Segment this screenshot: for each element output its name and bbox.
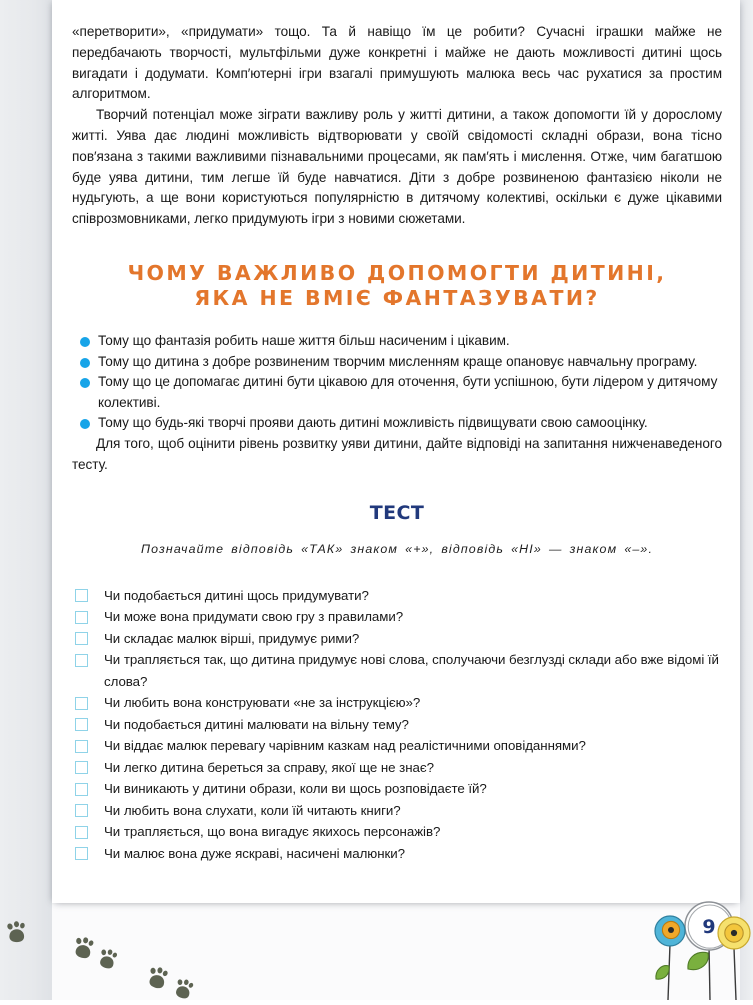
- question-text: Чи трапляється так, що дитина придумує нові слова, сполучаючи безглузді склади або вже відомі їй слова?: [104, 652, 719, 689]
- list-item: [72, 372, 722, 413]
- question-text: Чи любить вона слухати, коли їй читають книги?: [104, 802, 401, 818]
- list-item: [73, 585, 722, 607]
- checkbox[interactable]: [75, 654, 88, 667]
- section-heading-line-2: ЯКА НЕ ВМІЄ ФАНТАЗУВАТИ?: [194, 285, 600, 310]
- question-text: Чи складає малюк вірші, придумує рими?: [104, 630, 360, 646]
- checkbox[interactable]: [75, 847, 88, 860]
- paragraph-after-list: Для того, щоб оцінити рівень розвитку уяви дитини, дайте відповіді на запитання нижченаведеного тесту.: [72, 435, 722, 472]
- list-item: [73, 843, 722, 865]
- list-item: [73, 821, 722, 843]
- question-text: Чи віддає малюк перевагу чарівним казкам над реалістичними оповіданнями?: [104, 738, 586, 754]
- stem: [709, 946, 710, 1000]
- leaf-icon: [656, 966, 669, 980]
- section-heading-line-1: ЧОМУ ВАЖЛИВО ДОПОМОГТИ ДИТИНІ,: [127, 260, 667, 285]
- question-text: Чи малює вона дуже яскраві, насичені малюнки?: [104, 845, 406, 861]
- list-item: [73, 606, 722, 628]
- flowers-svg: [630, 900, 753, 1000]
- leaf-icon: [688, 952, 708, 969]
- paragraph-2: Творчий потенціал може зіграти важливу роль у житті дитини, а також допомогти їй у дорослому житті. Уява дає людині можливість відтворювати у своїй свідомості складні образи, вона тісно пов′язана з такими важливими пізнавальними процесами, як пам′ять і мислення. Отже, чим багатшою буде уява дитини, тим легше їй буде навчатися. Діти з добре розвиненою фантазією ніколи не нудьгують, а ще вони користуються популярністю в дитячому колективі, оскільки є дуже цікавими співрозмовниками, легко придумують ігри з новими сюжетами.: [72, 107, 722, 227]
- question-text: Чи виникають у дитини образи, коли ви щось розповідаєте їй?: [104, 781, 487, 797]
- bullet-text: Тому що це допомагає дитині бути цікавою для оточення, бути успішною, бути лідером у дитячому колективі.: [98, 374, 718, 410]
- list-item: [72, 331, 722, 352]
- list-item: [73, 714, 722, 736]
- checkbox[interactable]: [75, 697, 88, 710]
- question-text: Чи трапляється, що вона вигадує якихось персонажів?: [104, 824, 441, 840]
- stem: [734, 948, 736, 1000]
- list-item: [73, 735, 722, 757]
- page-number: 9: [702, 916, 716, 938]
- checkbox[interactable]: [75, 589, 88, 602]
- question-text: Чи може вона придумати свою гру з правилами?: [104, 609, 404, 625]
- reasons-bullet-list: [72, 331, 722, 434]
- test-instruction: Позначайте відповідь «ТАК» знаком «+», відповідь «НІ» — знаком «–».: [140, 541, 654, 556]
- list-item: [72, 352, 722, 373]
- list-item: [73, 778, 722, 800]
- list-item: [72, 413, 722, 434]
- test-title: ТЕСТ: [369, 501, 425, 524]
- flower-yellow-icon: [718, 917, 750, 949]
- page-decoration: [630, 900, 753, 1000]
- checkbox[interactable]: [75, 826, 88, 839]
- section-heading: [72, 261, 722, 311]
- checkbox[interactable]: [75, 611, 88, 624]
- checkbox[interactable]: [75, 761, 88, 774]
- page-content: [52, 0, 740, 903]
- checkbox[interactable]: [75, 783, 88, 796]
- question-text: Чи подобається дитині щось придумувати?: [104, 587, 369, 603]
- checkbox[interactable]: [75, 632, 88, 645]
- bullet-text: Тому що будь-які творчі прояви дають дитині можливість підвищувати свою самооцінку.: [98, 415, 648, 431]
- question-text: Чи легко дитина береться за справу, якої ще не знає?: [104, 759, 434, 775]
- checkbox[interactable]: [75, 804, 88, 817]
- list-item: [73, 628, 722, 650]
- bullet-text: Тому що фантазія робить наше життя більш насиченим і цікавим.: [98, 332, 510, 348]
- question-text: Чи подобається дитині малювати на вільну тему?: [104, 716, 409, 732]
- list-item: [73, 800, 722, 822]
- paragraph-1: «перетворити», «придумати» тощо. Та й навіщо їм це робити? Сучасні іграшки майже не передбачають творчості, мультфільми дуже конкретні і майже не дають можливості дитині щось вигадати і додумати. Комп′ютерні ігри взагалі примушують малюка весь час рухатися за простим алгоритмом.: [72, 24, 722, 102]
- bullet-text: Тому що дитина з добре розвиненим творчим мисленням краще опановує навчальну програму.: [98, 353, 698, 369]
- checkbox[interactable]: [75, 740, 88, 753]
- page-gutter-right: [740, 0, 753, 1000]
- list-item: [73, 757, 722, 779]
- test-question-list: [72, 585, 722, 865]
- list-item: [73, 649, 722, 692]
- checkbox[interactable]: [75, 718, 88, 731]
- flower-blue-icon: [655, 916, 685, 946]
- list-item: [73, 692, 722, 714]
- question-text: Чи любить вона конструювати «не за інструкцією»?: [104, 695, 421, 711]
- page-gutter-left: [0, 0, 52, 1000]
- paw-print-icon: [4, 921, 30, 945]
